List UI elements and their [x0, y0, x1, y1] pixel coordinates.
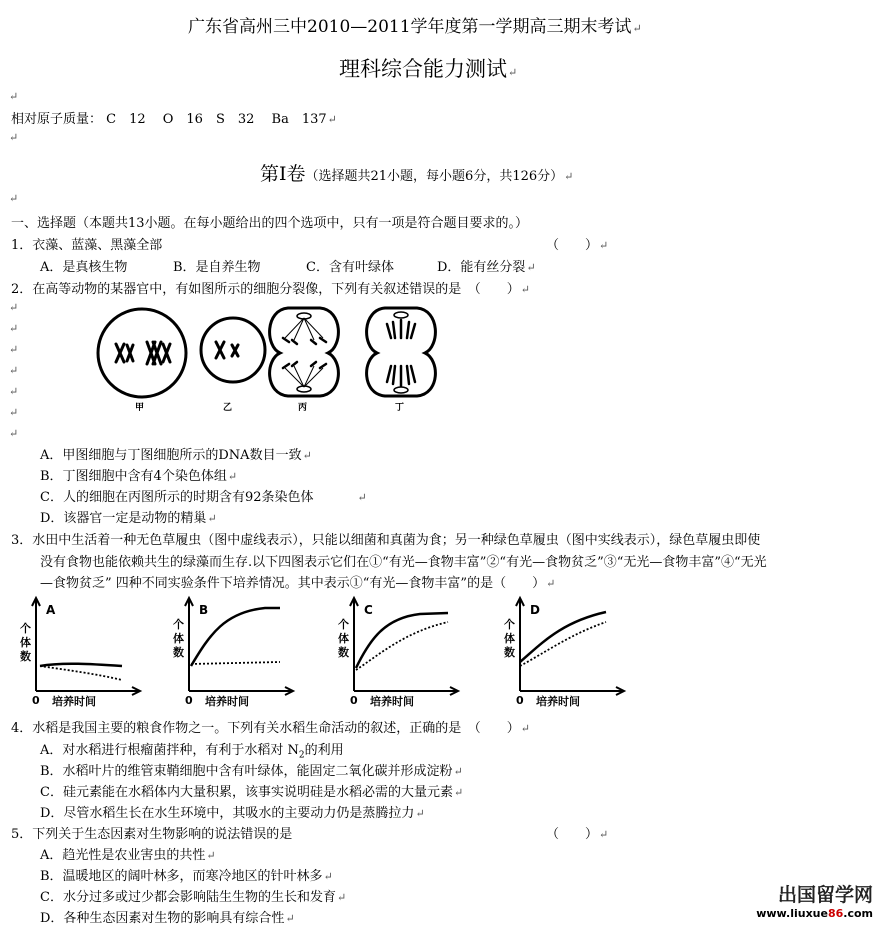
paragraph-mark: ↵	[9, 90, 19, 103]
origin-label: 0	[32, 694, 40, 707]
q2-option-c: C．人的细胞在丙图所示的时期含有92条染色体 ↵	[40, 490, 367, 505]
y-axis-label: 数	[504, 646, 515, 659]
q3-line-2: 没有食物也能依赖共生的绿藻而生存.以下四图表示它们在①“有光—食物丰富”②“有光—食物贫乏”③“无光—食物丰富”④“无光	[40, 555, 767, 570]
cell-division-figure	[95, 298, 455, 418]
q1-stem: 1．衣藻、蓝藻、黑藻全部	[11, 238, 163, 253]
paragraph-mark: ↵	[9, 301, 19, 314]
cell-yi	[201, 318, 265, 382]
graph-letter: C	[364, 603, 373, 617]
x-axis-label: 培养时间	[536, 695, 580, 708]
q4-stem: 4．水稻是我国主要的粮食作物之一。下列有关水稻生命活动的叙述，正确的是 （ ）↵	[11, 721, 530, 736]
q1-option-d: D．能有丝分裂↵	[437, 260, 536, 275]
watermark-name: 出国留学网	[777, 884, 873, 906]
q5-stem: 5．下列关于生态因素对生物影响的说法错误的是	[11, 827, 293, 842]
q1-blank: （ ）↵	[546, 238, 609, 253]
y-axis-label: 体	[20, 636, 31, 649]
paragraph-mark: ↵	[9, 343, 19, 356]
q2-stem: 2．在高等动物的某器官中，有如图所示的细胞分裂像，下列有关叙述错误的是 （ ）↵	[11, 282, 530, 297]
q4-option-b: B．水稻叶片的维管束鞘细胞中含有叶绿体，能固定二氧化碳并形成淀粉↵	[40, 764, 463, 779]
site-watermark	[756, 880, 873, 920]
q4-option-c: C．硅元素能在水稻体内大量积累，该事实说明硅是水稻必需的大量元素↵	[40, 785, 464, 800]
paragraph-mark: ↵	[9, 364, 19, 377]
q3-line-1: 3．水田中生活着一种无色草履虫（图中虚线表示），只能以细菌和真菌为食；另一种绿色草履虫（图中实线表示），绿色草履虫即使	[11, 533, 761, 548]
cell-label-jia: 甲	[135, 403, 145, 413]
cell-bing	[270, 308, 339, 396]
origin-label: 0	[516, 694, 524, 707]
origin-label: 0	[185, 694, 193, 707]
y-axis-label: 数	[338, 646, 349, 659]
watermark-url: www.liuxue86.com	[756, 907, 873, 920]
y-axis-label: 个	[504, 618, 515, 631]
paragraph-mark: ↵	[9, 131, 19, 144]
origin-label: 0	[350, 694, 358, 707]
x-axis-label: 培养时间	[52, 695, 96, 708]
volume-heading: 第Ⅰ卷（选择题共21小题，每小题6分，共126分）↵	[260, 163, 574, 185]
paragraph-mark: ↵	[9, 192, 19, 205]
paragraph-mark: ↵	[9, 427, 19, 440]
cell-ding	[367, 308, 436, 396]
y-axis-label: 体	[504, 632, 515, 645]
q5-blank: （ ）↵	[546, 827, 609, 842]
graph-letter: D	[530, 603, 540, 617]
q1-option-b: B．是自养生物	[173, 260, 261, 275]
paragraph-mark: ↵	[9, 322, 19, 335]
y-axis-label: 体	[173, 632, 184, 645]
y-axis-label: 数	[20, 650, 31, 663]
graph-d	[496, 596, 636, 711]
q1-option-c: C．含有叶绿体	[306, 260, 394, 275]
graph-b	[165, 596, 305, 711]
paragraph-mark: ↵	[9, 406, 19, 419]
colorless-paramecium-curve	[191, 662, 280, 664]
graph-a	[12, 596, 152, 711]
cell-label-ding: 丁	[395, 403, 405, 413]
q1-option-a: A．是真核生物	[40, 260, 128, 275]
green-paramecium-curve	[520, 612, 606, 662]
section-heading: 一、选择题（本题共13小题。在每小题给出的四个选项中，只有一项是符合题目要求的。）	[11, 216, 529, 231]
y-axis-label: 体	[338, 632, 349, 645]
y-axis-label: 个	[338, 618, 349, 631]
graph-c	[330, 596, 470, 711]
y-axis-label: 个	[20, 622, 31, 635]
x-axis-label: 培养时间	[370, 695, 414, 708]
x-axis-label: 培养时间	[205, 695, 249, 708]
q2-option-a: A．甲图细胞与丁图细胞所示的DNA数目一致↵	[40, 448, 312, 463]
colorless-paramecium-curve	[40, 666, 122, 680]
green-paramecium-curve	[40, 664, 122, 666]
graph-letter: A	[46, 603, 56, 617]
paragraph-mark: ↵	[9, 385, 19, 398]
q2-option-b: B．丁图细胞中含有4个染色体组↵	[40, 469, 238, 484]
q2-option-d: D．该器官一定是动物的精巢↵	[40, 511, 217, 526]
exam-subtitle: 理科综合能力测试↵	[339, 57, 518, 81]
q5-option-b: B．温暖地区的阔叶林多，而寒冷地区的针叶林多↵	[40, 869, 333, 884]
y-axis-label: 数	[173, 646, 184, 659]
atomic-mass-line: 相对原子质量： C 12 O 16 S 32 Ba 137↵	[11, 112, 337, 127]
cell-label-bing: 丙	[298, 403, 308, 413]
cell-jia	[98, 309, 186, 397]
cell-label-yi: 乙	[223, 403, 233, 413]
q3-line-3: —食物贫乏” 四种不同实验条件下培养情况。其中表示①“有光—食物丰富”的是（ ）↵	[40, 576, 556, 591]
exam-title: 广东省高州三中2010—2011学年度第一学期高三期末考试↵	[188, 17, 642, 37]
q5-option-c: C．水分过多或过少都会影响陆生生物的生长和发育↵	[40, 890, 347, 905]
q4-option-d: D．尽管水稻生长在水生环境中，其吸水的主要动力仍是蒸腾拉力↵	[40, 806, 425, 821]
graph-letter: B	[199, 603, 209, 617]
q5-option-a: A．趋光性是农业害虫的共性↵	[40, 848, 216, 863]
q4-option-a: A．对水稻进行根瘤菌拌种，有利于水稻对 $N_2$的利用	[40, 743, 344, 761]
y-axis-label: 个	[173, 618, 184, 631]
q5-option-d: D．各种生态因素对生物的影响具有综合性↵	[40, 911, 295, 926]
